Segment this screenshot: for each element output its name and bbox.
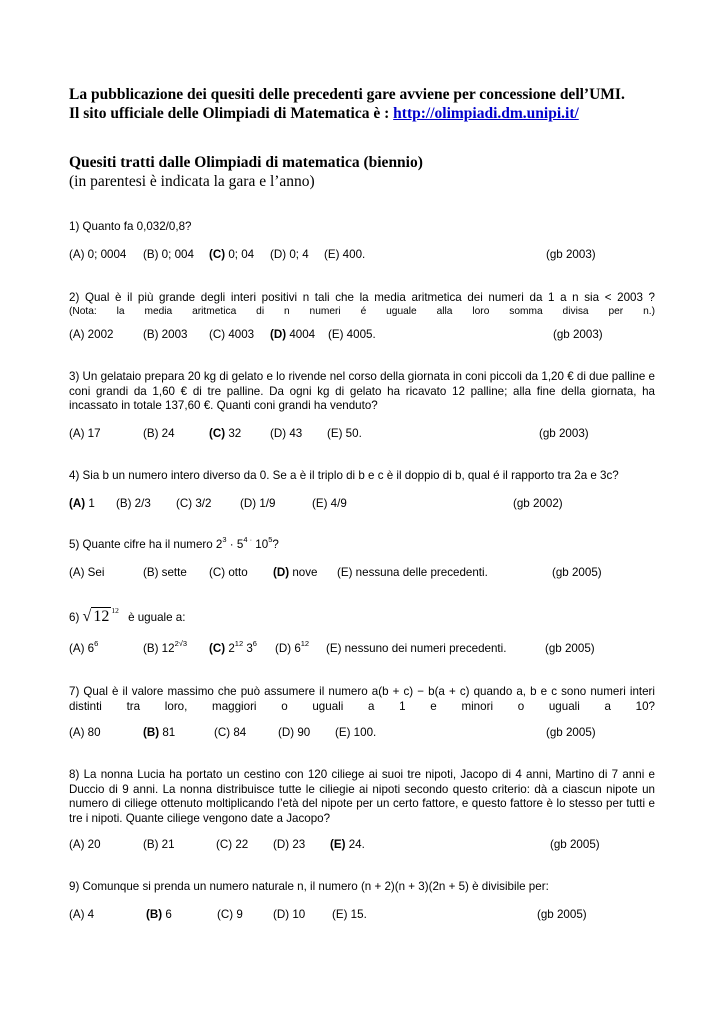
q4-option-e: (E) 4/9 [312,497,347,510]
q6-option-d [275,641,309,657]
q3-option-c [209,426,241,442]
q1-option-a: (A) 0; 0004 [69,248,127,261]
q9-option-b-label: (B) [146,908,163,921]
q9-option-a: (A) 4 [69,908,95,921]
q7-option-b-label: (B) [143,726,160,739]
q3-option-e: (E) 50. [327,427,362,440]
q6-option-c-exp-2: 6 [252,639,257,648]
question-4-answers [69,496,659,512]
q6-radical [83,610,112,625]
q4-option-a-value: 1 [85,497,95,510]
header-line-2 [69,104,669,123]
question-2-note: (Nota: la media aritmetica di n numeri é uguale alla loro somma divisa per n.) [69,306,655,317]
q6-option-e: (E) nessuno dei numeri precedenti. [326,642,507,655]
q1-option-d: (D) 0; 4 [270,248,309,261]
q5-text-post: ? [272,538,279,551]
q5-mid-1: · 5 [226,538,244,551]
q3-option-d: (D) 43 [270,427,303,440]
q5-exp-2: 4 · [243,535,253,544]
q5-mid-2: 10 [252,538,269,551]
header-line-1: La pubblicazione dei quesiti delle precedenti gare avviene per concessione dell’UMI. [69,86,625,103]
q2-option-c: (C) 4003 [209,328,255,341]
question-5-answers [69,565,659,581]
question-1-answers [69,247,659,263]
q5-option-b: (B) sette [143,566,187,579]
q4-option-a-label: (A) [69,497,86,510]
q2-reference: (gb 2003) [553,328,603,341]
q1-option-c-label: (C) [209,248,226,261]
q5-exp-1: 3 [222,535,227,544]
q5-option-c: (C) otto [209,566,248,579]
q2-option-d-value: 4004 [286,328,316,341]
q6-option-c-base-1: 2 [225,642,235,655]
q2-option-d [270,327,315,343]
question-3-text: 3) Un gelataio prepara 20 kg di gelato e lo rivende nel corso della giornata in coni piccoli da 1,20 € di due palline e coni grandi da 1,60 € di tre palline. Da ogni kg di gelato ha ricavato 12 palline; alla fine della giornata, ha incassato in totale 137,60 €. Quanti coni grandi ha venduto? [69,370,655,412]
q4-option-b: (B) 2/3 [116,497,151,510]
q4-option-d: (D) 1/9 [240,497,276,510]
q9-option-b-value: 6 [162,908,172,921]
q7-option-e: (E) 100. [335,726,377,739]
question-9-text: 9) Comunque si prenda un numero naturale n, il numero (n + 2)(n + 3)(2n + 5) è divisibile per: [69,880,549,893]
q1-option-c [209,247,254,263]
question-7-answers [69,725,659,741]
q6-option-c [209,641,257,657]
q3-option-c-label: (C) [209,427,226,440]
q9-option-d: (D) 10 [273,908,306,921]
q6-option-a-base: (A) 6 [69,642,95,655]
q8-option-e [330,837,365,853]
q3-reference: (gb 2003) [539,427,589,440]
q6-radicand: 12 [93,608,110,625]
q8-option-e-label: (E) [330,838,346,851]
q8-option-e-value: 24. [345,838,365,851]
q4-option-c: (C) 3/2 [176,497,212,510]
q9-reference: (gb 2005) [537,908,587,921]
q7-reference: (gb 2005) [546,726,596,739]
q4-option-a [69,496,95,512]
question-9-answers [69,907,659,923]
q1-option-c-value: 0; 04 [225,248,255,261]
q6-option-d-exp: 12 [300,639,310,648]
q3-option-c-value: 32 [225,427,242,440]
question-8-text: 8) La nonna Lucia ha portato un cestino con 120 ciliege ai suoi tre nipoti, Jacopo di 4 anni, Martino di 7 anni e Duccio di 9 anni. La nonna distribuisce tutte le ciliegie ai nipoti secondo questo criterio: dà a ciascun nipote un numero di ciliege ottenuto moltiplicando l’età del nipote per un certo fattore, e questo fattore è lo stesso per tutti e tre i nipoti. Quante ciliege vengono date a Jacopo? [69,768,655,825]
q5-text-pre: 5) Quante cifre ha il numero 2 [69,538,223,551]
q2-option-b: (B) 2003 [143,328,188,341]
q2-option-d-label: (D) [270,328,287,341]
question-8-answers [69,837,659,853]
q6-prefix: 6) [69,611,80,624]
question-1-text: 1) Quanto fa 0,032/0,8? [69,220,192,233]
q6-reference: (gb 2005) [545,642,595,655]
q5-reference: (gb 2005) [552,566,602,579]
q1-option-b: (B) 0; 004 [143,248,194,261]
q5-option-d [273,565,317,581]
q8-option-b: (B) 21 [143,838,175,851]
q7-option-b [143,725,175,741]
question-7-text: 7) Qual è il valore massimo che può assumere il numero a(b + c) − b(a + c) quando a, b e c sono numeri interi distinti tra loro, maggiori o uguali a 1 e minori o uguali a 10? [69,685,655,713]
question-3-answers [69,426,659,442]
q9-option-e: (E) 15. [332,908,367,921]
header-line-2-prefix: Il sito ufficiale delle Olimpiadi di Matematica è : [69,105,394,122]
q6-option-b-base: (B) 12 [143,642,175,655]
q6-option-c-base-2: 3 [243,642,253,655]
q6-option-b-exp: 2√3 [174,639,188,648]
q9-option-c: (C) 9 [217,908,243,921]
q6-option-d-base: (D) 6 [275,642,301,655]
q7-option-a: (A) 80 [69,726,101,739]
q5-option-d-label: (D) [273,566,290,579]
site-link[interactable]: http://olimpiadi.dm.unipi.it/ [393,105,579,122]
q7-option-c: (C) 84 [214,726,247,739]
q8-option-d: (D) 23 [273,838,306,851]
q8-option-a: (A) 20 [69,838,101,851]
question-4-text: 4) Sia b un numero intero diverso da 0. Se a è il triplo di b e c è il doppio di b, qual é il rapporto tra 2a e 3c? [69,469,619,482]
question-6-answers [69,641,659,657]
q7-option-b-value: 81 [159,726,176,739]
q9-option-b [146,907,172,923]
q6-option-a [69,641,98,657]
q4-reference: (gb 2002) [513,497,563,510]
sqrt-icon: √ [82,608,92,625]
question-6-text [69,606,655,630]
q6-option-a-exp: 6 [94,639,99,648]
q8-option-c: (C) 22 [216,838,249,851]
question-2-answers [69,327,659,343]
q1-option-e: (E) 400. [324,248,366,261]
q7-option-d: (D) 90 [278,726,311,739]
q3-option-a: (A) 17 [69,427,101,440]
q5-option-a: (A) Sei [69,566,105,579]
q2-option-e: (E) 4005. [328,328,376,341]
q8-reference: (gb 2005) [550,838,600,851]
q6-option-c-label: (C) [209,642,226,655]
q6-option-c-exp-1: 12 [234,639,244,648]
section-subtitle: (in parentesi è indicata la gara e l’anno) [69,173,315,190]
q1-reference: (gb 2003) [546,248,596,261]
q5-option-d-value: nove [289,566,318,579]
q2-option-a: (A) 2002 [69,328,114,341]
q6-option-b [143,641,187,657]
q6-exponent: 12 [111,606,119,615]
question-5-text [69,535,655,553]
question-2-text: 2) Qual è il più grande degli interi positivi n tali che la media aritmetica dei numeri da 1 a n sia < 2003 ? [69,291,655,304]
q6-suffix: è uguale a: [128,611,186,624]
q3-option-b: (B) 24 [143,427,175,440]
q5-exp-3: 5 [268,535,273,544]
q5-option-e: (E) nessuna delle precedenti. [337,566,488,579]
section-title: Quesiti tratti dalle Olimpiadi di matematica (biennio) [69,154,423,171]
